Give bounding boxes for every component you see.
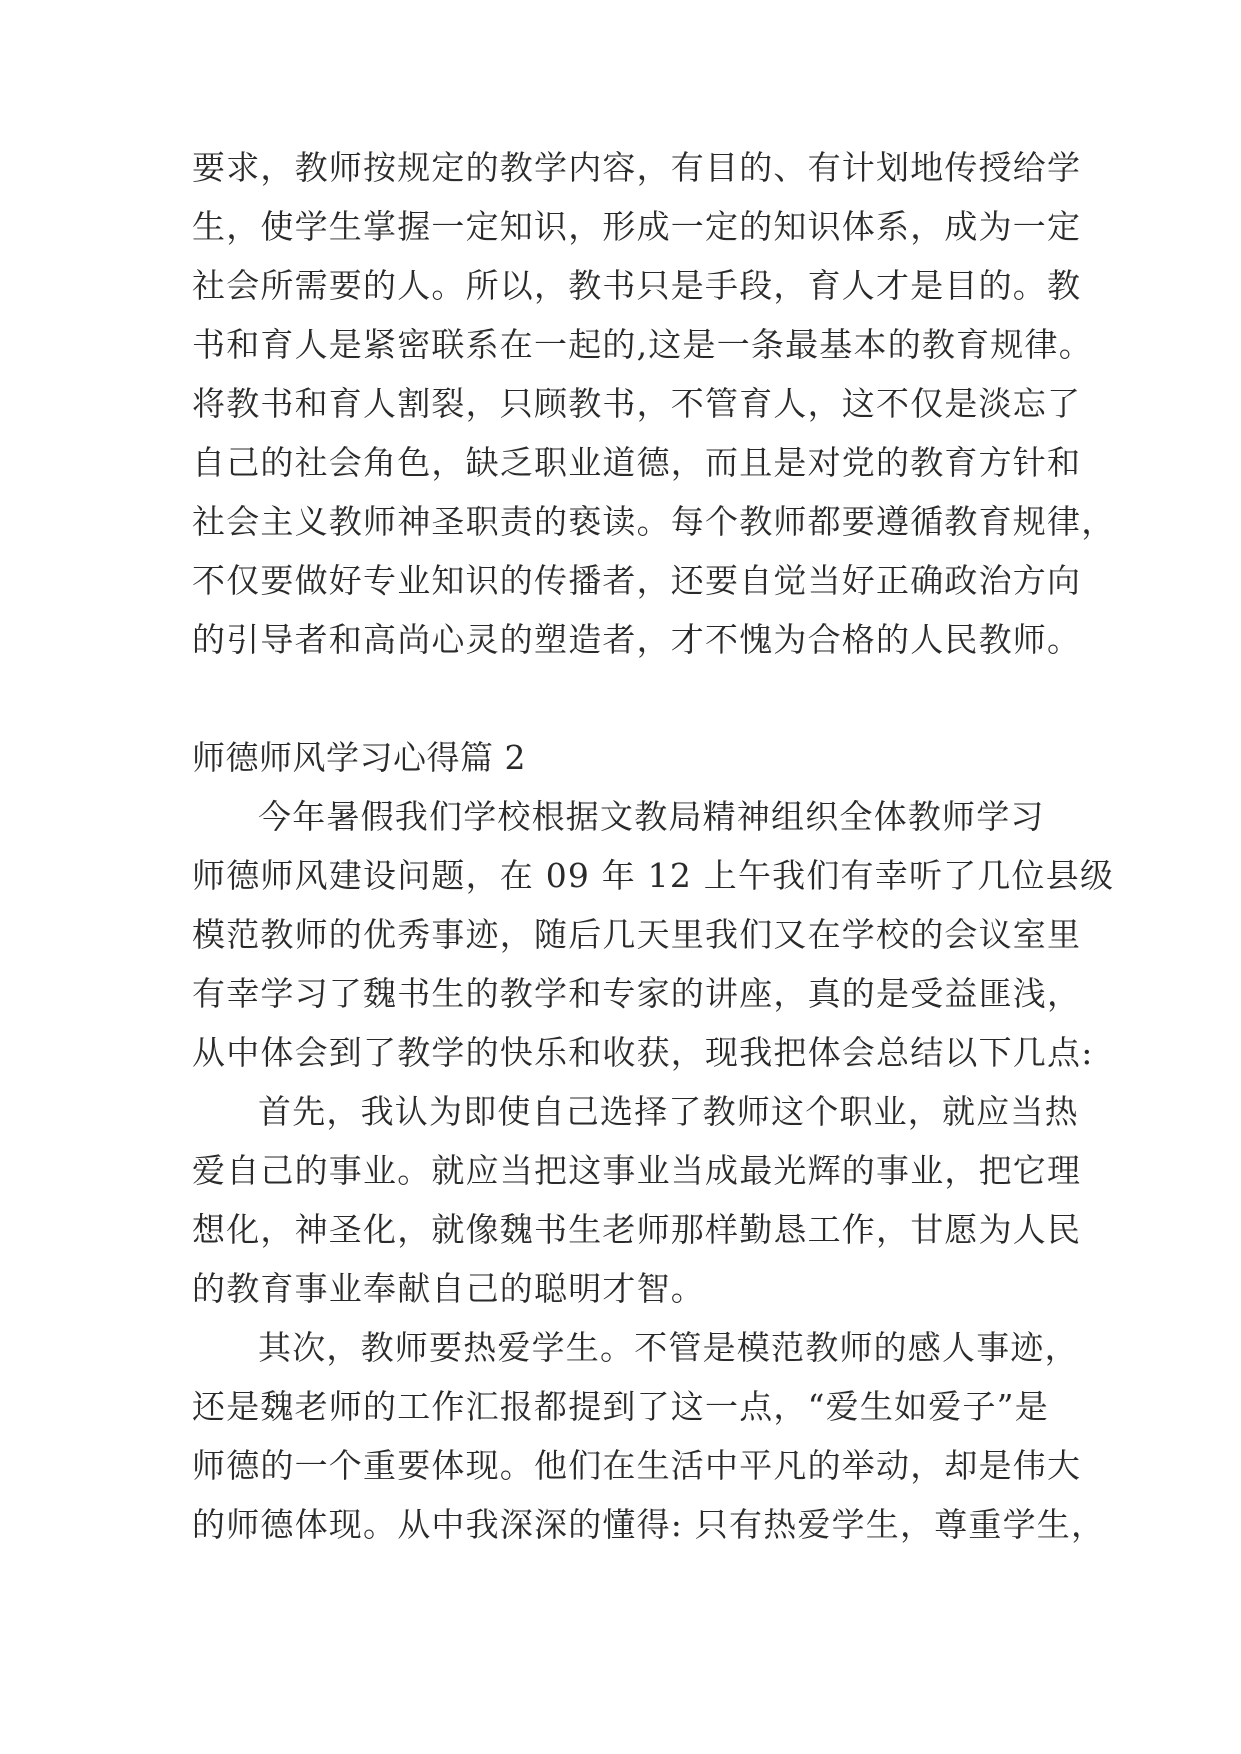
body-line: 书和育人是紧密联系在一起的,这是一条最基本的教育规律。 [192,325,1093,364]
paragraph-first-line: 首先，我认为即使自己选择了教师这个职业，就应当热 [258,1092,1079,1131]
section-heading: 师德师风学习心得篇 2 [192,738,526,777]
body-line: 社会主义教师神圣职责的亵读。每个教师都要遵循教育规律， [192,502,1116,541]
body-line: 有幸学习了魏书生的教学和专家的讲座，真的是受益匪浅， [192,974,1082,1013]
body-line: 社会所需要的人。所以，教书只是手段，育人才是目的。教 [192,266,1082,305]
body-line: 爱自己的事业。就应当把这事业当成最光辉的事业，把它理 [192,1151,1082,1190]
body-line: 要求，教师按规定的教学内容，有目的、有计划地传授给学 [192,148,1082,187]
body-line: 自己的社会角色，缺乏职业道德，而且是对党的教育方针和 [192,443,1082,482]
body-line: 的教育事业奉献自己的聪明才智。 [192,1269,705,1308]
body-line: 生，使学生掌握一定知识，形成一定的知识体系，成为一定 [192,207,1082,246]
body-line: 还是魏老师的工作汇报都提到了这一点，“爱生如爱子”是 [192,1387,1049,1426]
paragraph-first-line: 今年暑假我们学校根据文教局精神组织全体教师学习 [258,797,1045,836]
body-line: 将教书和育人割裂，只顾教书，不管育人，这不仅是淡忘了 [192,384,1082,423]
paragraph-first-line: 其次，教师要热爱学生。不管是模范教师的感人事迹， [258,1328,1079,1367]
body-line: 师德的一个重要体现。他们在生活中平凡的举动，却是伟大 [192,1446,1082,1485]
body-line: 的引导者和高尚心灵的塑造者，才不愧为合格的人民教师。 [192,620,1082,659]
body-line: 模范教师的优秀事迹，随后几天里我们又在学校的会议室里 [192,915,1082,954]
body-line: 师德师风建设问题，在 09 年 12 上午我们有幸听了几位县级 [192,856,1115,895]
body-line: 从中体会到了教学的快乐和收获，现我把体会总结以下几点: [192,1033,1094,1072]
body-line: 不仅要做好专业知识的传播者，还要自觉当好正确政治方向 [192,561,1082,600]
body-line: 的师德体现。从中我深深的懂得: 只有热爱学生，尊重学生， [192,1505,1106,1544]
body-line: 想化，神圣化，就像魏书生老师那样勤恳工作，甘愿为人民 [192,1210,1082,1249]
